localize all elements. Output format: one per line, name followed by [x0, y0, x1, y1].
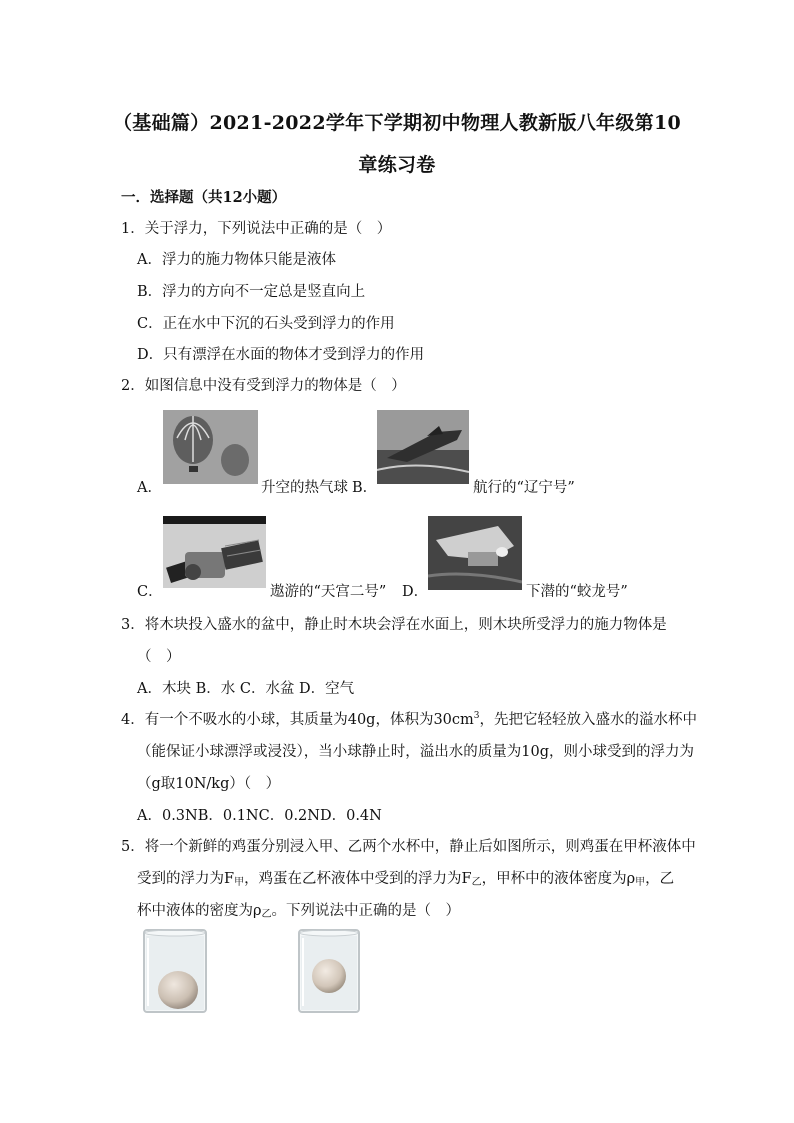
q4-stem-line1: 4．有一个不吸水的小球，其质量为40g，体积为$30cm^3$，先把它轻轻放入盛水的溢水杯中 — [121, 711, 698, 728]
q2-option-b-caption: 航行的“辽宁号” — [473, 480, 575, 496]
page-title-line2: 章练习卷 — [358, 154, 436, 176]
q4-options: A．0.3NB．0.1NC．0.2ND．0.4N — [137, 808, 382, 824]
q2-option-c-label: C． — [137, 584, 163, 600]
q2-stem: 2．如图信息中没有受到浮力的物体是（ ） — [121, 378, 406, 394]
beaker-yi-image — [296, 928, 362, 1014]
page-title-line1: （基础篇）2021-2022学年下学期初中物理人教新版八年级第10 — [113, 112, 681, 134]
q1-option-a: A．浮力的施力物体只能是液体 — [137, 252, 336, 268]
q3-stem-line1: 3．将木块投入盛水的盆中，静止时木块会浮在水面上，则木块所受浮力的施力物体是 — [121, 617, 667, 633]
aircraft-carrier-image — [377, 410, 469, 484]
q4-stem-line2: （能保证小球漂浮或浸没），当小球静止时，溢出水的质量为10g，则小球受到的浮力为 — [137, 744, 694, 760]
q5-line3: 杯中液体的密度为$\rho_乙$。下列说法中正确的是（ ） — [137, 903, 461, 920]
beaker-jia-image — [140, 928, 210, 1014]
hot-air-balloon-image — [163, 410, 258, 484]
q1-option-b: B．浮力的方向不一定总是竖直向上 — [137, 284, 366, 300]
q5-line1: 5．将一个新鲜的鸡蛋分别浸入甲、乙两个水杯中，静止后如图所示，则鸡蛋在甲杯液体中 — [121, 839, 696, 855]
space-station-image — [163, 516, 266, 588]
section-header: 一．选择题（共12小题） — [121, 189, 287, 206]
q2-option-c-caption: 遨游的“天宫二号” — [270, 584, 387, 600]
q4-stem-line3: （g取10N/kg）（ ） — [137, 776, 281, 792]
q3-options: A．木块 B．水 C．水盆 D．空气 — [137, 681, 355, 697]
q2-option-a-caption: 升空的热气球 — [261, 480, 348, 496]
q3-stem-line2: （ ） — [137, 649, 181, 665]
q5-line2: 受到的浮力为$F_甲$，鸡蛋在乙杯液体中受到的浮力为$F_乙$，甲杯中的液体密度为$\rho_甲$，乙 — [137, 871, 675, 888]
submersible-image — [428, 516, 522, 590]
q1-stem: 1．关于浮力，下列说法中正确的是（ ） — [121, 221, 392, 237]
q1-option-d: D．只有漂浮在水面的物体才受到浮力的作用 — [137, 347, 425, 363]
q1-option-c: C．正在水中下沉的石头受到浮力的作用 — [137, 316, 395, 332]
q2-option-d-label: D． — [402, 584, 429, 600]
q2-option-d-caption: 下潜的“蛟龙号” — [526, 584, 628, 600]
q2-option-b-label: B． — [352, 480, 378, 496]
q2-option-a-label: A． — [137, 480, 162, 496]
